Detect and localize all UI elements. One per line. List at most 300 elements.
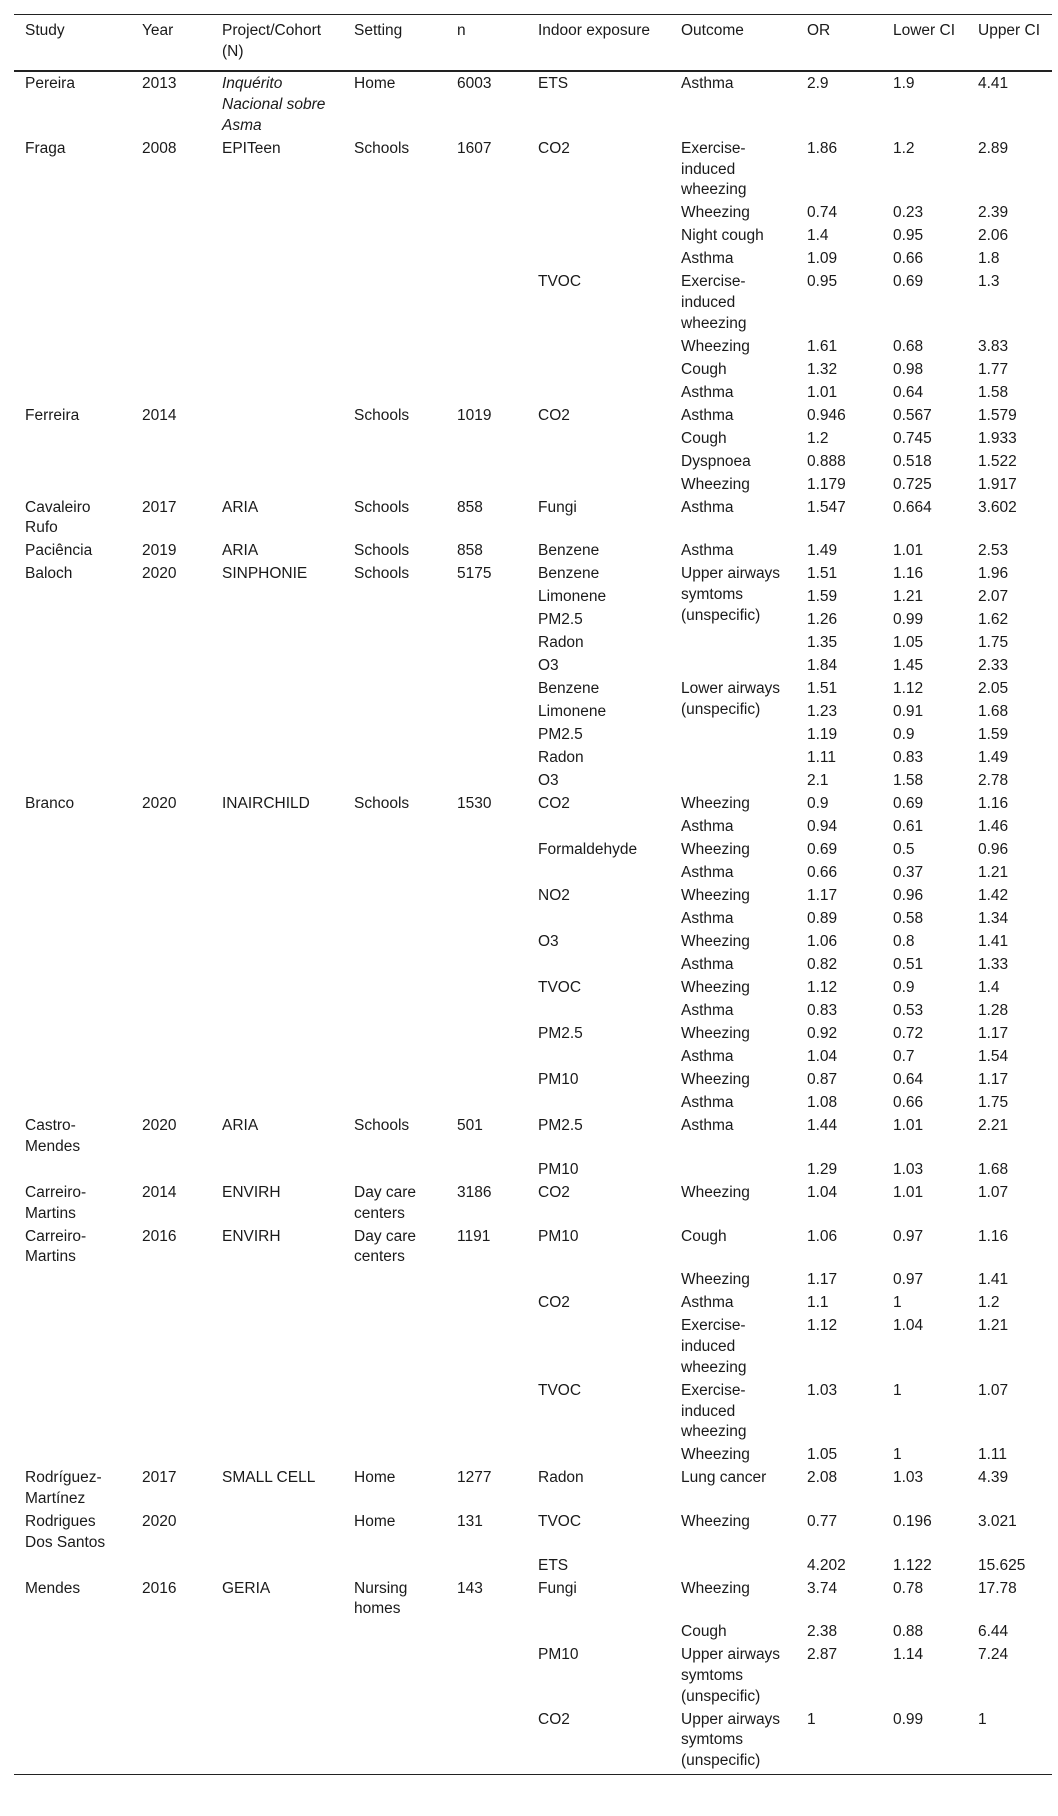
table-row <box>14 71 1052 138</box>
outcome-cell: Wheezing <box>681 1184 750 1202</box>
year-cell <box>131 679 211 702</box>
exposure-cell <box>527 337 670 360</box>
n-cell <box>446 1710 527 1775</box>
year-cell: 2020 <box>142 565 177 583</box>
project-cell <box>211 817 343 840</box>
table-row <box>14 955 1052 978</box>
table-row <box>14 1622 1052 1645</box>
or-cell: 0.888 <box>807 452 846 470</box>
or-cell: 1 <box>796 1710 882 1775</box>
project-cell <box>211 863 343 886</box>
study-cell: Fraga <box>25 139 66 157</box>
exposure-cell: Fungi <box>538 1579 577 1597</box>
upper-ci-cell: 1.16 <box>978 1227 1009 1245</box>
upper-ci-cell: 3.602 <box>978 498 1017 516</box>
outcome-cell: Asthma <box>681 1094 734 1112</box>
n-cell: 143 <box>457 1579 483 1597</box>
lower-ci-cell: 1.21 <box>893 588 924 606</box>
header-upper-ci: Upper CI <box>967 15 1052 72</box>
header-study: Study <box>14 15 131 72</box>
table-row <box>14 1070 1052 1093</box>
or-cell: 1.51 <box>807 680 838 698</box>
table-row <box>14 794 1052 817</box>
lower-ci-cell: 0.98 <box>893 360 924 378</box>
or-cell: 3.74 <box>807 1579 838 1597</box>
year-cell <box>131 1024 211 1047</box>
or-cell: 1.29 <box>807 1161 838 1179</box>
lower-ci-cell: 0.88 <box>893 1623 924 1641</box>
exposure-cell: ETS <box>538 1556 569 1574</box>
or-cell: 1.59 <box>807 588 838 606</box>
upper-ci-cell: 1.21 <box>978 1317 1009 1335</box>
table-row <box>14 1579 1052 1623</box>
outcome-cell: Wheezing <box>681 204 750 222</box>
upper-ci-cell: 1.34 <box>978 910 1009 928</box>
table-row <box>14 771 1052 794</box>
project-cell <box>211 337 343 360</box>
year-cell: 2016 <box>142 1579 177 1597</box>
lower-ci-cell: 0.99 <box>882 1710 967 1775</box>
exposure-cell <box>527 475 670 498</box>
lower-ci-cell: 0.567 <box>893 406 932 424</box>
outcome-cell: Cough <box>681 1227 727 1245</box>
year-cell <box>131 656 211 679</box>
exposure-cell: PM2.5 <box>538 611 583 629</box>
exposure-cell <box>527 1001 670 1024</box>
project-cell: ENVIRH <box>222 1227 281 1245</box>
table-row <box>14 226 1052 249</box>
exposure-cell: CO2 <box>538 406 570 424</box>
table-row <box>14 840 1052 863</box>
n-cell <box>446 360 527 383</box>
year-cell: 2014 <box>142 406 177 424</box>
lower-ci-cell: 0.66 <box>893 1094 924 1112</box>
lower-ci-cell: 0.97 <box>893 1227 924 1245</box>
or-cell: 2.87 <box>807 1646 838 1664</box>
table-row <box>14 702 1052 725</box>
year-cell: 2017 <box>142 1469 177 1487</box>
study-cell <box>14 771 131 794</box>
year-cell <box>131 429 211 452</box>
exposure-cell: Radon <box>538 1469 584 1487</box>
project-cell <box>211 360 343 383</box>
study-cell <box>14 909 131 932</box>
n-cell <box>446 886 527 909</box>
upper-ci-cell: 1.68 <box>978 1161 1009 1179</box>
n-cell <box>446 932 527 955</box>
project-cell <box>211 840 343 863</box>
n-cell <box>446 383 527 406</box>
exposure-cell: TVOC <box>538 979 582 997</box>
exposure-cell: TVOC <box>538 1512 582 1530</box>
year-cell <box>131 587 211 610</box>
outcome-cell: Exercise-induced wheezing <box>681 139 747 199</box>
or-cell: 1.09 <box>807 250 838 268</box>
exposure-cell: CO2 <box>538 139 570 157</box>
setting-cell: Schools <box>354 139 410 157</box>
exposure-cell <box>527 383 670 406</box>
year-cell <box>131 1001 211 1024</box>
lower-ci-cell: 0.64 <box>893 383 924 401</box>
n-cell <box>446 633 527 656</box>
study-cell <box>14 475 131 498</box>
year-cell: 2013 <box>142 75 177 93</box>
or-cell: 0.95 <box>807 273 838 291</box>
year-cell <box>131 748 211 771</box>
table-row <box>14 383 1052 406</box>
year-cell <box>131 1270 211 1293</box>
lower-ci-cell: 0.69 <box>893 273 924 291</box>
table-row <box>14 406 1052 429</box>
n-cell: 1277 <box>457 1469 492 1487</box>
upper-ci-cell: 1.4 <box>978 979 1000 997</box>
table-row <box>14 863 1052 886</box>
exposure-cell <box>527 1270 670 1293</box>
upper-ci-cell: 1.16 <box>978 795 1009 813</box>
n-cell <box>446 452 527 475</box>
outcome-cell: Wheezing <box>681 337 750 355</box>
n-cell <box>446 203 527 226</box>
study-cell: Pereira <box>25 75 75 93</box>
setting-cell <box>343 748 446 771</box>
table-row <box>14 1116 1052 1160</box>
setting-cell <box>343 1093 446 1116</box>
upper-ci-cell: 1.917 <box>978 475 1017 493</box>
n-cell <box>446 978 527 1001</box>
header-year: Year <box>131 15 211 72</box>
study-cell <box>14 1710 131 1775</box>
upper-ci-cell: 2.89 <box>978 139 1009 157</box>
year-cell <box>131 1293 211 1316</box>
study-cell: Carreiro-Martins <box>25 1184 87 1222</box>
outcome-cell: Asthma <box>681 1117 734 1135</box>
year-cell <box>131 360 211 383</box>
lower-ci-cell: 1.03 <box>893 1161 924 1179</box>
exposure-cell <box>527 1316 670 1380</box>
project-cell <box>211 1512 343 1556</box>
year-cell <box>131 978 211 1001</box>
setting-cell <box>343 1047 446 1070</box>
n-cell <box>446 679 527 702</box>
project-cell <box>211 203 343 226</box>
study-cell: Carreiro-Martins <box>25 1227 87 1266</box>
lower-ci-cell: 0.95 <box>893 227 924 245</box>
study-cell <box>14 1160 131 1183</box>
upper-ci-cell: 1.46 <box>978 818 1009 836</box>
or-cell: 1.11 <box>807 749 837 767</box>
outcome-cell: Lower airways (unspecific) <box>681 680 781 719</box>
setting-cell: Schools <box>354 1117 410 1135</box>
table-row <box>14 1316 1052 1380</box>
setting-cell <box>343 863 446 886</box>
table-row <box>14 1293 1052 1316</box>
study-cell: Cavaleiro Rufo <box>25 498 91 537</box>
exposure-cell: Limonene <box>538 703 607 721</box>
year-cell <box>131 1645 211 1709</box>
setting-cell <box>343 1001 446 1024</box>
project-cell <box>211 1645 343 1709</box>
or-cell: 1.12 <box>807 979 838 997</box>
study-cell <box>14 1024 131 1047</box>
upper-ci-cell: 3.021 <box>978 1512 1017 1530</box>
upper-ci-cell: 1.62 <box>978 611 1009 629</box>
lower-ci-cell: 0.9 <box>893 979 915 997</box>
year-cell <box>131 1047 211 1070</box>
outcome-cell: Asthma <box>681 498 734 516</box>
project-cell <box>211 633 343 656</box>
setting-cell <box>343 1710 446 1775</box>
table-row <box>14 1270 1052 1293</box>
study-cell <box>14 633 131 656</box>
exposure-cell: PM2.5 <box>538 1117 583 1135</box>
outcome-cell: Exercise-induced wheezing <box>681 1317 747 1376</box>
setting-cell <box>343 1645 446 1709</box>
study-cell <box>14 1047 131 1070</box>
year-cell <box>131 1710 211 1775</box>
n-cell <box>446 1622 527 1645</box>
table-row <box>14 656 1052 679</box>
or-cell: 0.89 <box>807 910 838 928</box>
exposure-cell <box>527 429 670 452</box>
table-row <box>14 139 1052 203</box>
lower-ci-cell: 1.12 <box>893 680 924 698</box>
year-cell <box>131 272 211 336</box>
year-cell <box>131 383 211 406</box>
study-cell: Branco <box>25 795 75 813</box>
or-cell: 1.23 <box>807 703 838 721</box>
lower-ci-cell: 1.01 <box>893 1184 924 1202</box>
header-or: OR <box>796 15 882 72</box>
or-cell: 1.32 <box>807 360 838 378</box>
year-cell <box>131 863 211 886</box>
setting-cell: Day care centers <box>354 1184 417 1222</box>
n-cell <box>446 337 527 360</box>
year-cell <box>131 932 211 955</box>
upper-ci-cell: 2.33 <box>978 657 1009 675</box>
table-row <box>14 203 1052 226</box>
lower-ci-cell: 0.99 <box>893 611 924 629</box>
upper-ci-cell: 3.83 <box>978 337 1009 355</box>
study-cell <box>14 587 131 610</box>
year-cell <box>131 1556 211 1579</box>
setting-cell <box>343 840 446 863</box>
upper-ci-cell: 1.07 <box>978 1381 1009 1399</box>
table-row <box>14 1512 1052 1556</box>
exposure-cell <box>527 863 670 886</box>
outcome-cell: Wheezing <box>681 1512 750 1530</box>
upper-ci-cell: 1.75 <box>978 1094 1009 1112</box>
upper-ci-cell: 2.53 <box>978 542 1009 560</box>
project-cell <box>211 656 343 679</box>
study-cell: Mendes <box>25 1579 81 1597</box>
outcome-cell: Asthma <box>681 1294 734 1312</box>
lower-ci-cell: 0.9 <box>893 726 915 744</box>
project-cell <box>211 771 343 794</box>
exposure-cell: CO2 <box>527 1710 670 1775</box>
or-cell: 0.94 <box>807 818 838 836</box>
setting-cell: Schools <box>354 795 410 813</box>
setting-cell <box>343 725 446 748</box>
exposure-cell: Benzene <box>538 542 600 560</box>
n-cell <box>446 1093 527 1116</box>
study-cell <box>14 1622 131 1645</box>
setting-cell <box>343 1445 446 1468</box>
year-cell: 2019 <box>142 542 177 560</box>
upper-ci-cell: 1.28 <box>978 1002 1009 1020</box>
table-row <box>14 360 1052 383</box>
study-cell <box>14 1445 131 1468</box>
setting-cell <box>343 633 446 656</box>
or-cell: 1.35 <box>807 634 838 652</box>
table-row <box>14 725 1052 748</box>
project-cell: ENVIRH <box>222 1184 281 1202</box>
exposure-cell <box>527 1093 670 1116</box>
setting-cell <box>343 1381 446 1445</box>
exposure-cell: CO2 <box>538 1294 570 1312</box>
year-cell <box>131 1093 211 1116</box>
exposure-cell: CO2 <box>538 795 570 813</box>
table-row <box>14 1024 1052 1047</box>
study-cell <box>14 1093 131 1116</box>
or-cell: 1.04 <box>807 1184 838 1202</box>
project-cell: EPITeen <box>222 139 281 157</box>
outcome-cell: Wheezing <box>681 887 750 905</box>
outcome-cell: Asthma <box>681 75 734 93</box>
lower-ci-cell: 0.64 <box>893 1071 924 1089</box>
setting-cell: Home <box>354 75 396 93</box>
table-row <box>14 886 1052 909</box>
outcome-cell: Wheezing <box>681 1071 750 1089</box>
n-cell <box>446 817 527 840</box>
lower-ci-cell: 1.04 <box>893 1317 924 1335</box>
lower-ci-cell: 0.745 <box>893 429 932 447</box>
table-row <box>14 249 1052 272</box>
outcome-cell: Upper airways symtoms (unspecific) <box>670 1710 796 1775</box>
table-row <box>14 564 1052 587</box>
n-cell: 3186 <box>457 1184 492 1202</box>
lower-ci-cell: 0.518 <box>893 452 932 470</box>
n-cell: 6003 <box>457 75 492 93</box>
study-cell <box>14 1645 131 1709</box>
year-cell <box>131 1381 211 1445</box>
project-cell <box>211 932 343 955</box>
table-row <box>14 610 1052 633</box>
setting-cell <box>343 955 446 978</box>
setting-cell <box>343 429 446 452</box>
project-cell <box>211 1556 343 1579</box>
header-exposure: Indoor exposure <box>527 15 670 72</box>
table-body <box>14 71 1052 1774</box>
n-cell <box>446 1001 527 1024</box>
exposure-cell <box>527 1622 670 1645</box>
table-row <box>14 1047 1052 1070</box>
outcome-cell: Asthma <box>681 864 734 882</box>
lower-ci-cell: 0.78 <box>893 1579 924 1597</box>
upper-ci-cell: 1.21 <box>978 864 1009 882</box>
project-cell: ARIA <box>222 498 259 516</box>
upper-ci-cell: 2.78 <box>978 772 1009 790</box>
lower-ci-cell: 0.96 <box>893 887 924 905</box>
or-cell: 1.61 <box>807 337 838 355</box>
study-cell: Paciência <box>25 542 93 560</box>
setting-cell: Home <box>354 1512 396 1530</box>
n-cell <box>446 475 527 498</box>
outcome-cell: Asthma <box>681 910 734 928</box>
setting-cell <box>343 226 446 249</box>
n-cell: 1607 <box>457 139 492 157</box>
upper-ci-cell: 1.33 <box>978 956 1009 974</box>
project-cell: Inquérito Nacional sobre Asma <box>222 75 326 134</box>
setting-cell <box>343 1556 446 1579</box>
study-cell <box>14 226 131 249</box>
outcome-cell: Upper airways symtoms (unspecific) <box>681 1646 781 1705</box>
year-cell <box>131 337 211 360</box>
table-row <box>14 1227 1052 1271</box>
setting-cell <box>343 656 446 679</box>
lower-ci-cell: 0.72 <box>893 1025 924 1043</box>
n-cell <box>446 656 527 679</box>
table-row <box>14 1556 1052 1579</box>
or-cell: 1.01 <box>807 383 838 401</box>
outcome-cell: Cough <box>681 1623 727 1641</box>
or-cell: 0.83 <box>807 1002 838 1020</box>
exposure-cell: O3 <box>538 772 559 790</box>
study-cell <box>14 203 131 226</box>
year-cell: 2017 <box>142 498 177 516</box>
study-cell <box>14 337 131 360</box>
table-row <box>14 587 1052 610</box>
table-row <box>14 748 1052 771</box>
table-row <box>14 1381 1052 1445</box>
setting-cell <box>343 1316 446 1380</box>
or-cell: 1.1 <box>807 1294 829 1312</box>
outcome-cell: Wheezing <box>681 979 750 997</box>
exposure-cell <box>527 1445 670 1468</box>
lower-ci-cell: 1.14 <box>893 1646 924 1664</box>
n-cell <box>446 725 527 748</box>
project-cell <box>211 475 343 498</box>
study-cell <box>14 656 131 679</box>
study-cell <box>14 1001 131 1024</box>
year-cell <box>131 817 211 840</box>
project-cell <box>211 272 343 336</box>
study-cell <box>14 978 131 1001</box>
n-cell: 1191 <box>457 1227 491 1245</box>
project-cell <box>211 383 343 406</box>
lower-ci-cell: 1 <box>893 1294 902 1312</box>
study-cell: Ferreira <box>25 406 80 424</box>
exposure-cell: PM10 <box>538 1227 579 1245</box>
project-cell <box>211 1270 343 1293</box>
outcome-cell: Asthma <box>681 818 734 836</box>
or-cell: 2.9 <box>807 75 829 93</box>
year-cell: 2008 <box>142 139 177 157</box>
upper-ci-cell: 1.41 <box>978 933 1009 951</box>
year-cell <box>131 1070 211 1093</box>
project-cell <box>211 1070 343 1093</box>
year-cell <box>131 702 211 725</box>
or-cell: 0.82 <box>807 956 838 974</box>
exposure-cell <box>527 203 670 226</box>
setting-cell <box>343 203 446 226</box>
upper-ci-cell: 2.21 <box>978 1117 1009 1135</box>
outcome-cell: Asthma <box>681 1048 734 1066</box>
or-cell: 1.44 <box>807 1117 838 1135</box>
setting-cell <box>343 1070 446 1093</box>
table-row <box>14 679 1052 702</box>
lower-ci-cell: 0.68 <box>893 337 924 355</box>
study-cell <box>14 702 131 725</box>
